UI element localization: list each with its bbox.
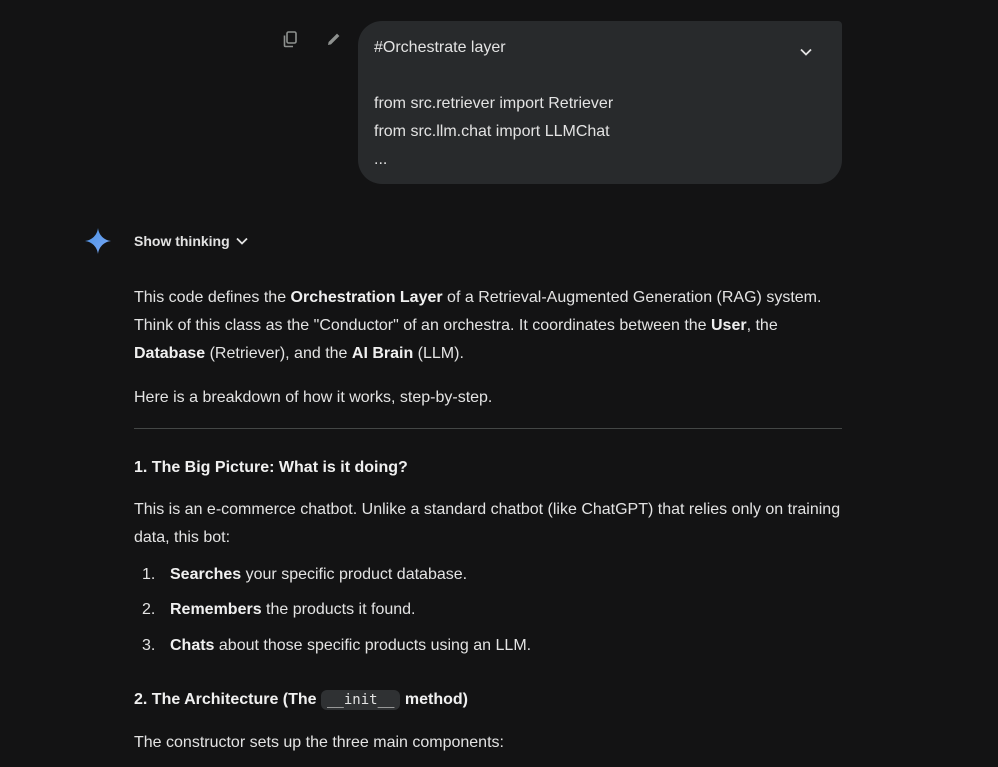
list-text (170, 634, 531, 658)
section-divider (134, 428, 842, 429)
list-rest: your specific product database. (241, 566, 468, 583)
intro-bold: User (711, 317, 747, 334)
list-number: 3. (142, 637, 156, 654)
section-2-heading (134, 688, 468, 712)
user-message-line: from src.llm.chat import LLMChat (374, 123, 610, 140)
list-bold: Chats (170, 637, 215, 654)
user-message-line: #Orchestrate layer (374, 39, 506, 56)
inline-code: __init__ (321, 690, 400, 710)
user-message-bubble (358, 21, 842, 184)
user-message-line (374, 62, 826, 90)
section-2-body: The constructor sets up the three main components: (134, 734, 504, 751)
intro-bold: Database (134, 345, 206, 362)
list-item (142, 598, 842, 622)
list-text (170, 598, 415, 622)
section-1-heading: 1. The Big Picture: What is it doing? (134, 459, 408, 476)
user-message-actions (278, 27, 346, 51)
section-1-body: This is an e-commerce chatbot. Unlike a standard chatbot (like ChatGPT) that relies only on training data, this bot: (134, 501, 841, 546)
heading-text: method) (400, 691, 468, 708)
gemini-sparkle-icon (85, 228, 111, 254)
list-item (142, 563, 842, 587)
intro-text: (LLM). (413, 345, 464, 362)
user-message-line: ... (374, 151, 388, 168)
copy-icon[interactable] (278, 27, 302, 51)
intro-bold: Orchestration Layer (290, 289, 443, 306)
expand-message-button[interactable] (794, 40, 818, 64)
breakdown-paragraph: Here is a breakdown of how it works, step-by-step. (134, 389, 493, 406)
intro-text: (Retriever), and the (205, 345, 352, 362)
list-item (142, 634, 842, 658)
user-message-line: from src.retriever import Retriever (374, 95, 614, 112)
list-number: 1. (142, 566, 156, 583)
list-text (170, 563, 467, 587)
list-bold: Searches (170, 566, 242, 583)
chevron-down-icon (236, 237, 248, 245)
show-thinking-toggle[interactable] (134, 229, 248, 253)
list-rest: the products it found. (261, 601, 416, 618)
intro-text: , the (746, 317, 778, 334)
chevron-down-icon (800, 48, 812, 56)
list-rest: about those specific products using an LLM. (214, 637, 532, 654)
heading-text: 2. The Architecture (The (134, 691, 321, 708)
show-thinking-label: Show thinking (134, 233, 230, 249)
intro-text: of a Retrieval-Augmented Generation (RAG) system. Think of this class as the "Conductor" of an orchestra. It coordinates between the (134, 289, 822, 334)
intro-text: This code defines the (134, 289, 291, 306)
list-bold: Remembers (170, 601, 262, 618)
intro-paragraph (134, 284, 842, 368)
edit-icon[interactable] (322, 27, 346, 51)
list-number: 2. (142, 601, 156, 618)
intro-bold: AI Brain (351, 345, 414, 362)
